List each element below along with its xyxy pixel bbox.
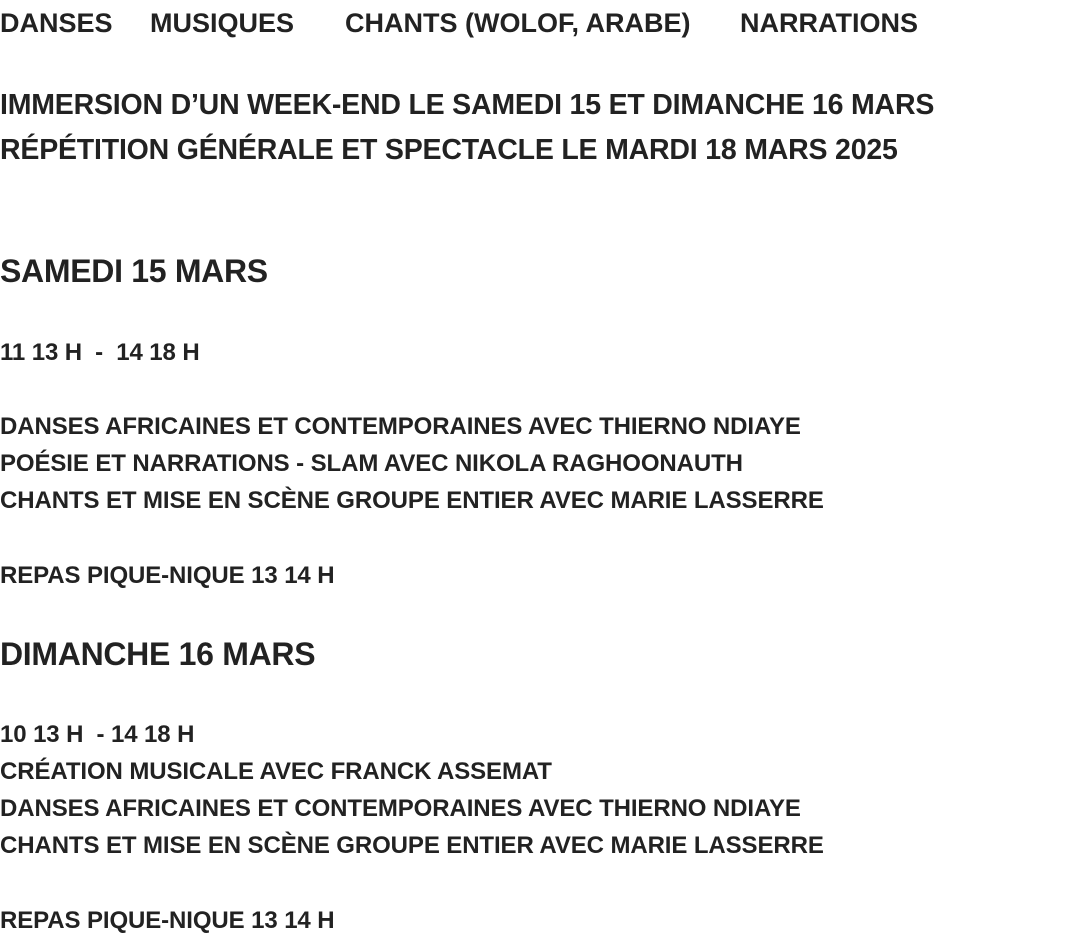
activity-item: CHANTS ET MISE EN SCÈNE GROUPE ENTIER AVEC MARIE LASSERRE bbox=[0, 832, 824, 859]
activity-item: CRÉATION MUSICALE AVEC FRANCK ASSEMAT bbox=[0, 758, 552, 785]
activity-item: CHANTS ET MISE EN SCÈNE GROUPE ENTIER AVEC MARIE LASSERRE bbox=[0, 487, 824, 514]
meal-note: REPAS PIQUE-NIQUE 13 14 H bbox=[0, 562, 335, 589]
activity-item: POÉSIE ET NARRATIONS - SLAM AVEC NIKOLA RAGHOONAUTH bbox=[0, 450, 743, 477]
meal-note: REPAS PIQUE-NIQUE 13 14 H bbox=[0, 907, 335, 934]
intro-rehearsal: RÉPÉTITION GÉNÉRALE ET SPECTACLE LE MARDI 18 MARS 2025 bbox=[0, 134, 898, 166]
tag-dances: DANSES bbox=[0, 8, 113, 38]
activity-item: DANSES AFRICAINES ET CONTEMPORAINES AVEC THIERNO NDIAYE bbox=[0, 413, 801, 440]
day-title: SAMEDI 15 MARS bbox=[0, 253, 268, 289]
intro-immersion: IMMERSION D’UN WEEK-END LE SAMEDI 15 ET DIMANCHE 16 MARS bbox=[0, 89, 935, 121]
activity-item: DANSES AFRICAINES ET CONTEMPORAINES AVEC THIERNO NDIAYE bbox=[0, 795, 801, 822]
tag-songs: CHANTS (WOLOF, ARABE) bbox=[345, 8, 691, 38]
tag-narrations: NARRATIONS bbox=[740, 8, 918, 38]
day-time: 10 13 H - 14 18 H bbox=[0, 721, 195, 748]
day-title: DIMANCHE 16 MARS bbox=[0, 636, 316, 672]
tag-music: MUSIQUES bbox=[150, 8, 295, 38]
day-time: 11 13 H - 14 18 H bbox=[0, 339, 200, 366]
